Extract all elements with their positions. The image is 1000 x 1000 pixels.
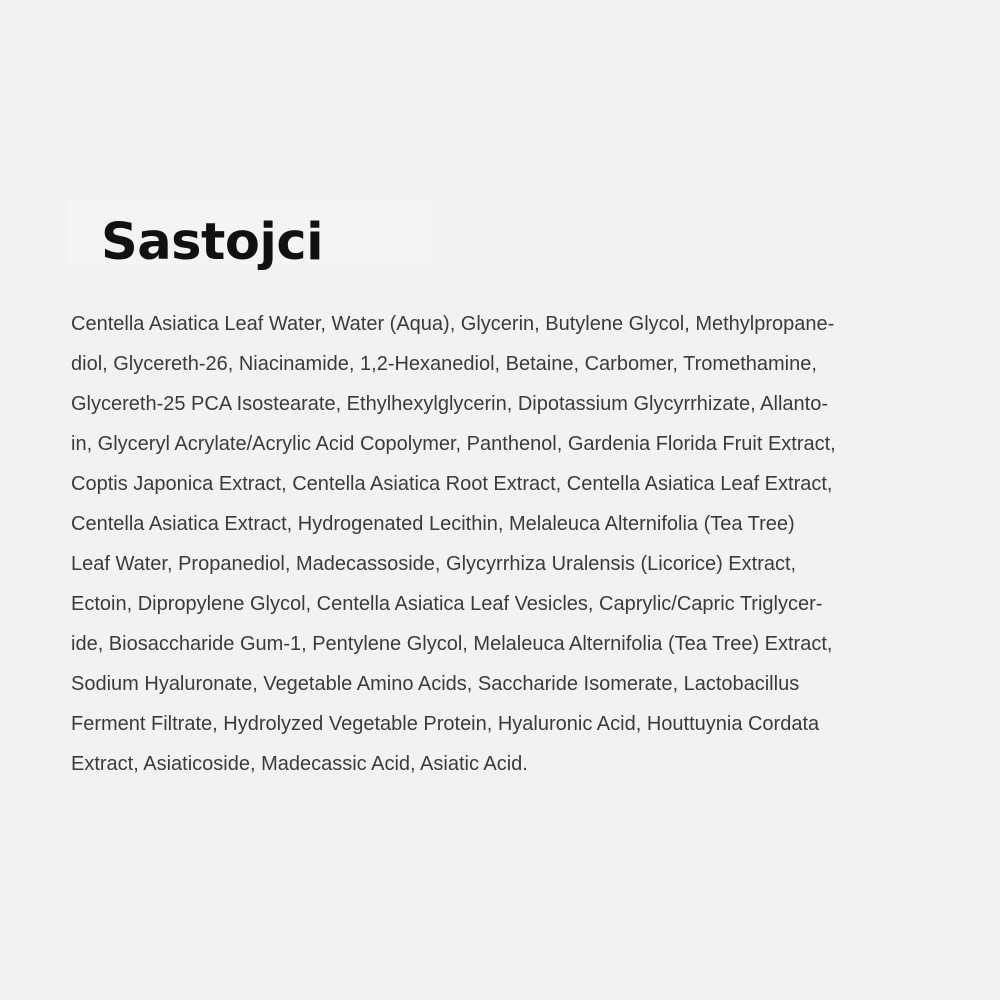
ingredients-line: diol, Glycereth-26, Niacinamide, 1,2-Hexanediol, Betaine, Carbomer, Tromethamine, <box>71 353 817 375</box>
ingredients-line: Extract, Asiaticoside, Madecassic Acid, Asiatic Acid. <box>71 753 528 775</box>
page-title: Sastojci <box>101 213 324 272</box>
ingredients-line: Ectoin, Dipropylene Glycol, Centella Asiatica Leaf Vesicles, Caprylic/Capric Triglycer- <box>71 593 823 615</box>
ingredients-line: Centella Asiatica Extract, Hydrogenated Lecithin, Melaleuca Alternifolia (Tea Tree) <box>71 513 795 535</box>
ingredients-line: Ferment Filtrate, Hydrolyzed Vegetable Protein, Hyaluronic Acid, Houttuynia Cordata <box>71 713 820 735</box>
ingredients-list <box>71 304 941 784</box>
ingredients-line: Sodium Hyaluronate, Vegetable Amino Acids, Saccharide Isomerate, Lactobacillus <box>71 673 800 695</box>
ingredients-line: in, Glyceryl Acrylate/Acrylic Acid Copolymer, Panthenol, Gardenia Florida Fruit Extract, <box>71 433 836 455</box>
ingredients-line: Leaf Water, Propanediol, Madecassoside, Glycyrrhiza Uralensis (Licorice) Extract, <box>71 553 797 575</box>
ingredients-line: Centella Asiatica Leaf Water, Water (Aqua), Glycerin, Butylene Glycol, Methylpropane- <box>71 313 835 335</box>
ingredients-line: ide, Biosaccharide Gum-1, Pentylene Glycol, Melaleuca Alternifolia (Tea Tree) Extract, <box>71 633 833 655</box>
ingredients-line: Coptis Japonica Extract, Centella Asiatica Root Extract, Centella Asiatica Leaf Extract, <box>71 473 833 495</box>
ingredients-line: Glycereth-25 PCA Isostearate, Ethylhexylglycerin, Dipotassium Glycyrrhizate, Allanto- <box>71 393 828 415</box>
